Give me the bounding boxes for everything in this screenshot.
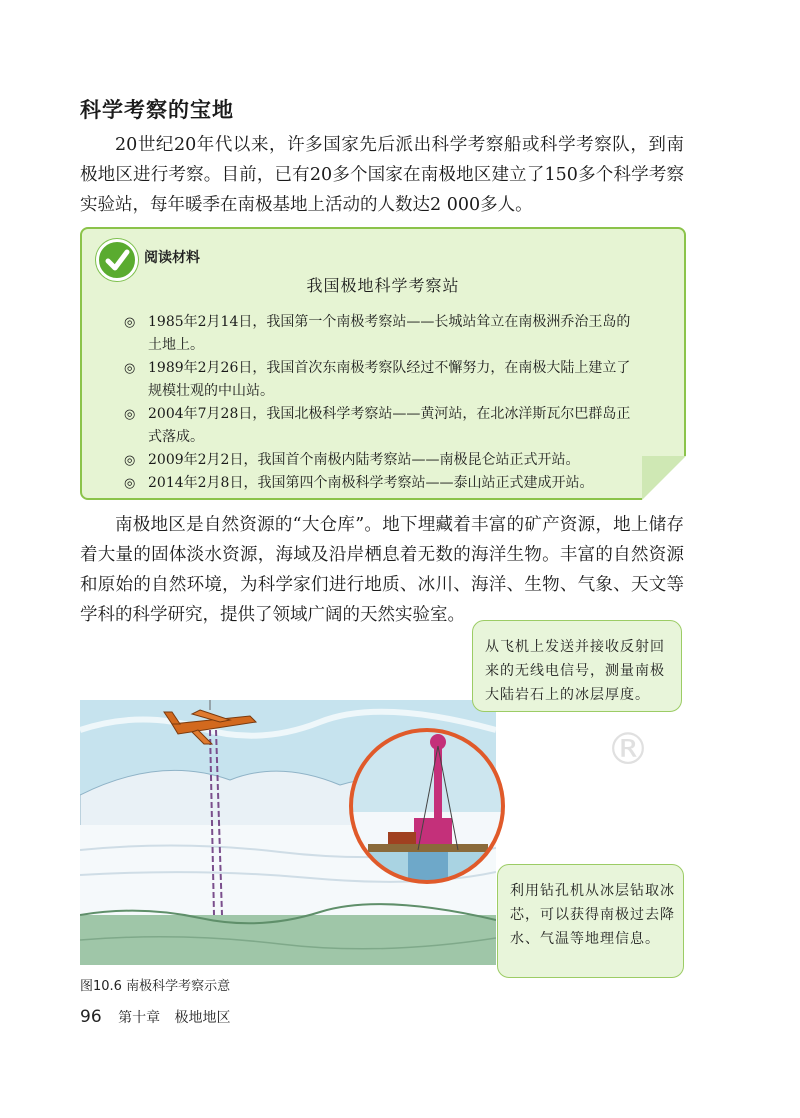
bullet-icon: ◎: [124, 407, 136, 422]
bedrock: [80, 915, 496, 965]
list-item: [124, 472, 644, 495]
station-list: [124, 311, 644, 495]
list-item-text: 2004年7月28日，我国北极科学考察站——黄河站，在北冰洋斯瓦尔巴群岛正式落成。: [148, 406, 631, 445]
page-footer: [80, 1007, 231, 1027]
bullet-icon: ◎: [124, 476, 136, 491]
folded-corner: [642, 456, 686, 500]
list-item-text: 2014年2月8日，我国第四个南极科学考察站——泰山站正式建成开站。: [148, 475, 594, 491]
intro-paragraph: 20世纪20年代以来，许多国家先后派出科学考察船或科学考察队，到南极地区进行考察。目前，已有20多个国家在南极地区建立了150多个科学考察实验站，每年暖季在南极基地上活动的人数达2 000多人。: [80, 135, 684, 215]
resources-paragraph: 南极地区是自然资源的“大仓库”。地下埋藏着丰富的矿产资源，地上储存着大量的固体淡水资源，海域及沿岸栖息着无数的海洋生物。丰富的自然资源和原始的自然环境，为科学家们进行地质、冰川、海洋、生物、气象、天文等学科的科学研究，提供了领域广阔的天然实验室。: [80, 515, 684, 625]
page-number: 96: [80, 1007, 102, 1027]
list-item-text: 1985年2月14日，我国第一个南极考察站——长城站耸立在南极洲乔治王岛的土地上。: [148, 314, 631, 353]
figure-caption: 图10.6 南极科学考察示意: [80, 979, 231, 994]
list-item: [124, 449, 644, 472]
reading-material-title: 我国极地科学考察站: [306, 276, 460, 295]
list-item-text: 1989年2月26日，我国首次东南极考察队经过不懈努力，在南极大陆上建立了规模壮观的中山站。: [148, 360, 631, 399]
bullet-icon: ◎: [124, 361, 136, 376]
drilling-callout: 利用钻孔机从冰层钻取冰芯，可以获得南极过去降水、气温等地理信息。: [497, 864, 684, 978]
chapter-title: 极地地区: [174, 1010, 231, 1026]
reading-material-label: 阅读材料: [144, 250, 200, 266]
reading-material-box: [80, 227, 686, 500]
section-title: 科学考察的宝地: [80, 98, 234, 122]
registered-trademark-mark: ®: [606, 724, 650, 775]
bullet-icon: ◎: [124, 315, 136, 330]
list-item: [124, 311, 644, 357]
drilling-inset: [348, 722, 506, 890]
chapter-number: 第十章: [118, 1010, 161, 1026]
list-item-text: 2009年2月2日，我国首个南极内陆考察站——南极昆仑站正式开站。: [148, 452, 580, 468]
aircraft-radar-callout: 从飞机上发送并接收反射回来的无线电信号，测量南极大陆岩石上的冰层厚度。: [472, 620, 682, 712]
bullet-icon: ◎: [124, 453, 136, 468]
list-item: [124, 357, 644, 403]
list-item: [124, 403, 644, 449]
